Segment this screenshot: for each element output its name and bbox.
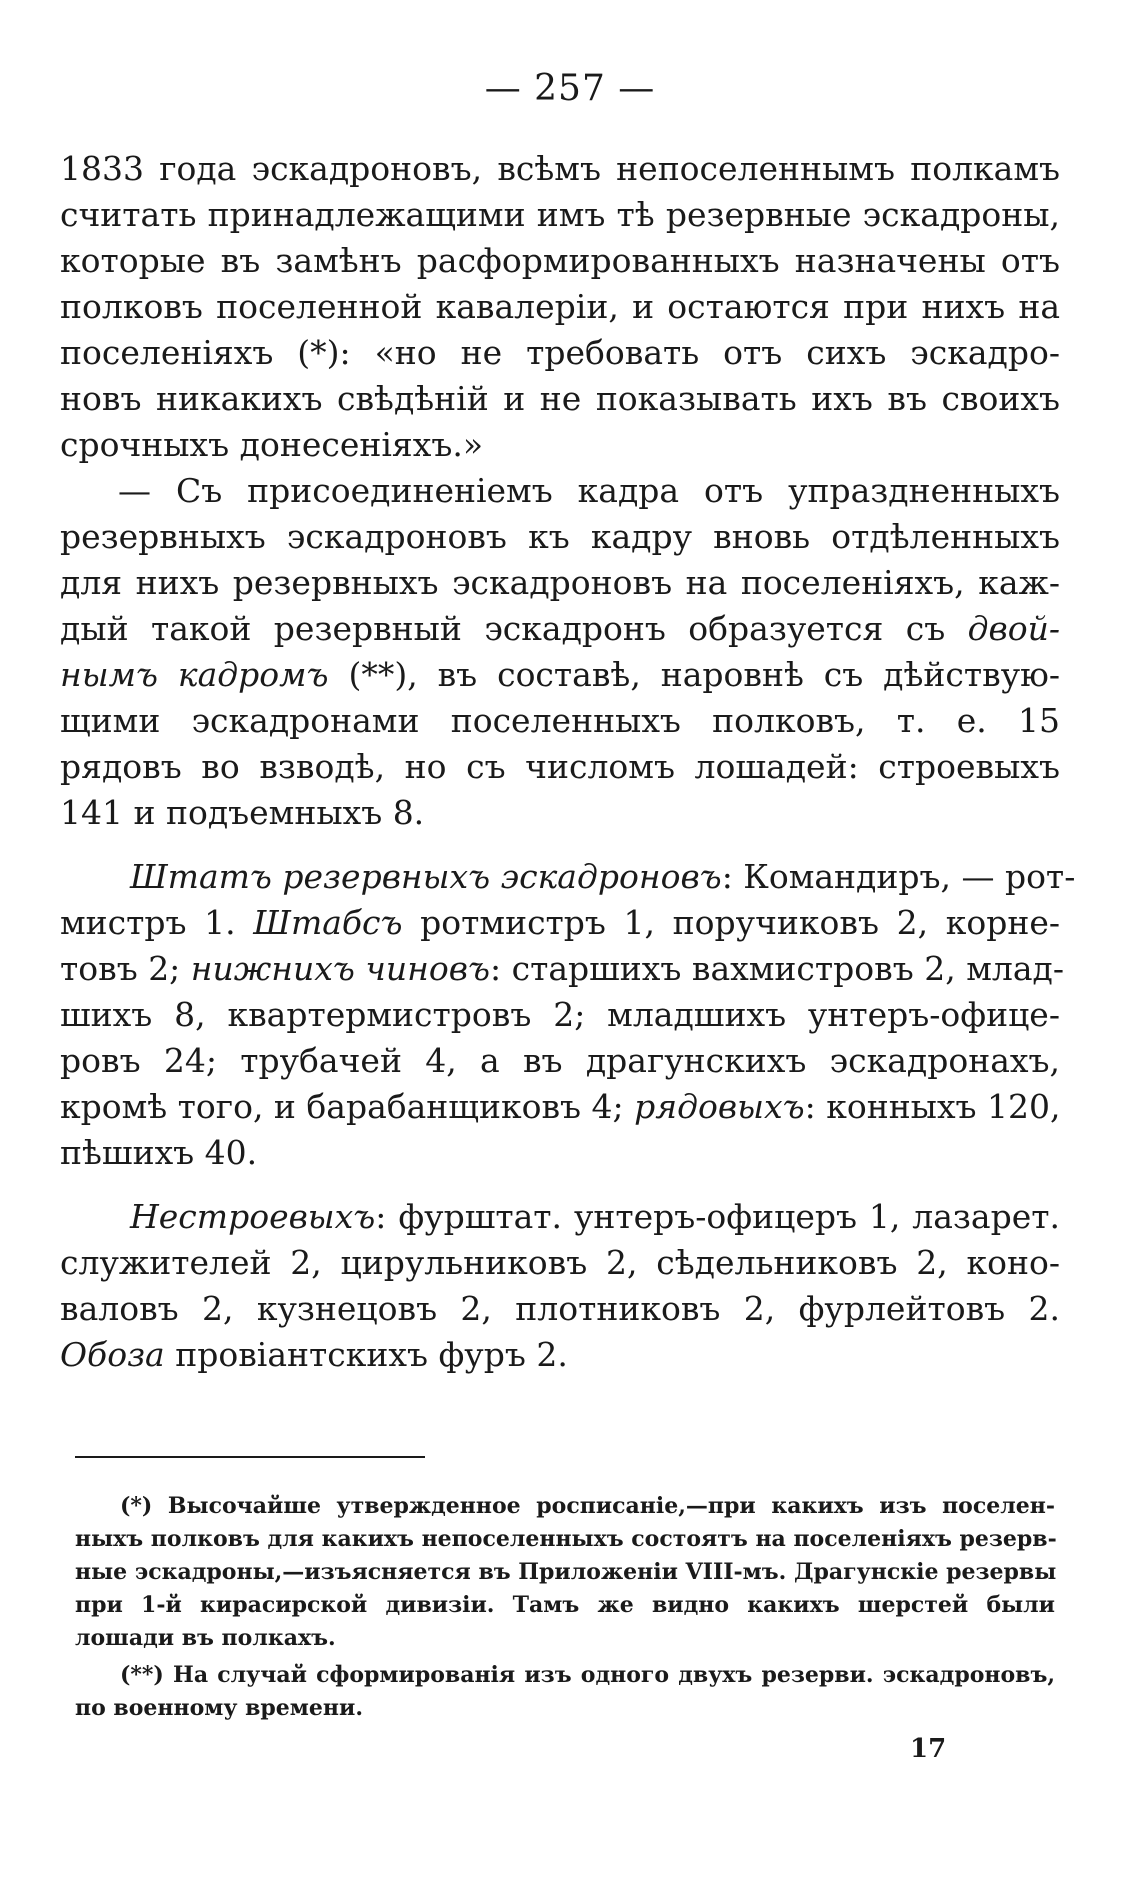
paragraph-2	[60, 468, 1060, 836]
text-run: : фурштат. унтеръ-офицеръ 1, лазарет.	[375, 1197, 1060, 1236]
footnote-line: (*) Высочайше утвержденное росписаніе,—при какихъ изъ поселен-	[120, 1493, 1055, 1519]
text-line: 1833 года эскадроновъ, всѣмъ непоселеннымъ полкамъ	[60, 149, 1060, 188]
italic-run: двой-	[967, 609, 1060, 648]
text-run: ротмистръ 1, поручиковъ 2, корне-	[402, 903, 1060, 942]
footnote-rule	[75, 1456, 425, 1458]
text-line: пѣшихъ 40.	[60, 1133, 258, 1172]
text-line	[60, 900, 1060, 946]
text-line: считать принадлежащими имъ тѣ резервные эскадроны,	[60, 195, 1060, 234]
text-line	[60, 946, 1064, 992]
text-run: дый такой резервный эскадронъ образуется съ	[60, 609, 968, 648]
text-line: которые въ замѣнъ расформированныхъ назначены отъ	[60, 241, 1060, 280]
footnote-2	[75, 1659, 1055, 1725]
italic-run: Нестроевыхъ	[130, 1197, 376, 1236]
text-run: : конныхъ 120,	[804, 1087, 1061, 1126]
text-line: рядовъ во взводѣ, но съ числомъ лошадей: строевыхъ	[60, 747, 1060, 786]
paragraph-1	[60, 146, 1060, 468]
text-line: шихъ 8, квартермистровъ 2; младшихъ унтеръ-офице-	[60, 995, 1060, 1034]
footnote-line: лошади въ полкахъ.	[75, 1625, 336, 1651]
page-number: — 257 —	[484, 68, 656, 109]
paragraph-4	[60, 1194, 1060, 1378]
text-line: для нихъ резервныхъ эскадроновъ на поселеніяхъ, каж-	[60, 563, 1060, 602]
footnote-line: при 1-й кирасирской дивизіи. Тамъ же видно какихъ шерстей были	[75, 1592, 1055, 1618]
text-run: (**), въ составѣ, наровнѣ съ дѣйствую-	[328, 655, 1060, 694]
text-line: валовъ 2, кузнецовъ 2, плотниковъ 2, фурлейтовъ 2.	[60, 1289, 1060, 1328]
footnotes	[75, 1490, 1055, 1725]
text-run: мистръ 1.	[60, 903, 254, 942]
paragraph-3	[60, 854, 1076, 1176]
italic-run: нымъ кадромъ	[60, 655, 329, 694]
text-line: — Съ присоединеніемъ кадра отъ упраздненныхъ	[118, 471, 1060, 510]
text-line: новъ никакихъ свѣдѣній и не показывать ихъ въ своихъ	[60, 379, 1060, 418]
text-line	[60, 606, 1060, 652]
text-run: товъ 2;	[60, 949, 191, 988]
text-line	[60, 854, 1076, 900]
text-line: щими эскадронами поселенныхъ полковъ, т. е. 15	[60, 701, 1060, 740]
text-line	[60, 1332, 1060, 1378]
italic-run: Штабсъ	[253, 903, 403, 942]
signature-mark: 17	[910, 1734, 947, 1764]
footnote-line: ныхъ полковъ для какихъ непоселенныхъ состоятъ на поселеніяхъ резерв-	[75, 1526, 1057, 1552]
body-text	[60, 146, 1076, 1378]
text-line: резервныхъ эскадроновъ къ кадру вновь отдѣленныхъ	[60, 517, 1060, 556]
text-line	[60, 652, 1060, 698]
italic-run: рядовыхъ	[634, 1087, 805, 1126]
footnote-line: по военному времени.	[75, 1695, 363, 1721]
text-line	[60, 1194, 1060, 1240]
text-line: служителей 2, цирульниковъ 2, сѣдельниковъ 2, коно-	[60, 1243, 1060, 1282]
italic-run: Обоза	[60, 1335, 165, 1374]
text-line: полковъ поселенной кавалеріи, и остаются при нихъ на	[60, 287, 1060, 326]
text-line: 141 и подъемныхъ 8.	[60, 793, 425, 832]
text-line: срочныхъ донесеніяхъ.»	[60, 425, 484, 464]
text-run: : Командиръ, — рот-	[721, 857, 1076, 896]
text-run: кромѣ того, и барабанщиковъ 4;	[60, 1087, 635, 1126]
footnote-line: ные эскадроны,—изъясняется въ Приложеніи VIII-мъ. Драгунскіе резервы	[75, 1559, 1057, 1585]
text-line	[60, 1084, 1060, 1130]
italic-run: нижнихъ чиновъ	[190, 949, 490, 988]
text-run: : старшихъ вахмистровъ 2, млад-	[489, 949, 1064, 988]
text-run: провіантскихъ фуръ 2.	[164, 1335, 568, 1374]
text-line: ровъ 24; трубачей 4, а въ драгунскихъ эскадронахъ,	[60, 1041, 1060, 1080]
text-line: поселеніяхъ (*): «но не требовать отъ сихъ эскадро-	[60, 333, 1060, 372]
footnote-1	[75, 1490, 1055, 1655]
italic-run: Штатъ резервныхъ эскадроновъ	[130, 857, 722, 896]
footnote-line: (**) На случай сформированія изъ одного двухъ резерви. эскадроновъ,	[120, 1662, 1055, 1688]
